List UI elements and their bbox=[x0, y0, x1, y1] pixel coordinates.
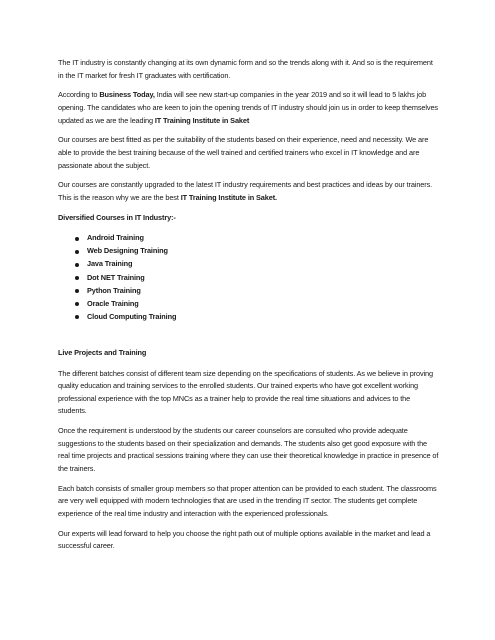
section-spacer bbox=[58, 324, 440, 347]
course-item-python bbox=[58, 285, 440, 298]
bullet-icon bbox=[75, 302, 79, 306]
live-projects-heading: Live Projects and Training bbox=[58, 347, 147, 357]
course-label: Python Training bbox=[87, 285, 141, 295]
course-label: Web Designing Training bbox=[87, 246, 168, 256]
intro-paragraph-2-text-a: According to bbox=[58, 90, 100, 100]
intro-paragraph-1: The IT industry is constantly changing at its own dynamic form and so the trends along with it. And so is the requirement in the IT market for fresh IT graduates with certification. bbox=[58, 58, 433, 80]
course-item-android bbox=[58, 232, 440, 245]
live-paragraph-1: The different batches consist of different team size depending on the specifications of students. As we believe in proving quality education and training services to the enrolled students. Our trained experts who have got excellent working professional experience with the top MNCs as a trainer help to provide the real time situations and advices to the students. bbox=[58, 368, 433, 416]
intro-paragraph-3: Our courses are best fitted as per the suitability of the students based on their experience, need and necessity. We are able to provide the best training because of the well trained and certified trainers who excel in IT knowledge and are passionate about the subject. bbox=[58, 135, 429, 170]
bullet-icon bbox=[75, 315, 79, 319]
live-paragraph-3: Each batch consists of smaller group members so that proper attention can be provided to each student. The classrooms are very well equipped with modern technologies that are used in the trending IT sector. The students get complete experience of the real time industry and interaction with the experienced professionals. bbox=[58, 483, 437, 518]
institute-keyword-2: IT Training Institute in Saket. bbox=[180, 192, 277, 202]
institute-keyword-1: IT Training Institute in Saket bbox=[154, 115, 250, 125]
bullet-icon bbox=[75, 237, 79, 241]
course-item-java bbox=[58, 258, 440, 271]
live-paragraph-4: Our experts will lead forward to help you choose the right path out of multiple options available in the market and lead a successful career. bbox=[58, 528, 431, 551]
course-label: Android Training bbox=[87, 233, 144, 243]
intro-paragraph-2-text-b: India will see new start-up companies in the year 2019 and so it will lead to 5 lakhs job opening. The candidates who are keen to join the opening trends of IT industry should join us in order to keep themselves updated as we are the leading bbox=[58, 90, 438, 125]
course-item-web-designing bbox=[58, 245, 440, 258]
intro-paragraph-4-text: Our courses are constantly upgraded to the latest IT industry requirements and best practices and ideas by our trainers. This is the reason why we are the best bbox=[58, 180, 433, 202]
courses-heading: Diversified Courses in IT Industry:- bbox=[58, 212, 176, 222]
bullet-icon bbox=[75, 289, 79, 293]
course-label: Dot NET Training bbox=[87, 272, 145, 282]
intro-paragraph-4 bbox=[58, 179, 440, 204]
courses-list bbox=[58, 232, 440, 324]
course-item-dot-net bbox=[58, 272, 440, 285]
course-item-cloud-computing bbox=[58, 311, 440, 324]
source-name: Business Today, bbox=[99, 90, 155, 100]
intro-paragraph-2 bbox=[58, 89, 440, 127]
course-label: Oracle Training bbox=[87, 298, 139, 308]
bullet-icon bbox=[75, 263, 79, 267]
bullet-icon bbox=[75, 250, 79, 254]
live-paragraph-2: Once the requirement is understood by the students our career counselors are consulted who provide adequate suggestions to the students based on their specialization and demands. The students also get good exposure with the real time projects and practical sessions training where they can use their theoretical knowledge in practice in presence of the trainers. bbox=[58, 426, 439, 473]
bullet-icon bbox=[75, 276, 79, 280]
course-item-oracle bbox=[58, 298, 440, 311]
course-label: Cloud Computing Training bbox=[87, 311, 177, 321]
course-label: Java Training bbox=[87, 259, 133, 269]
document-body bbox=[58, 57, 440, 560]
